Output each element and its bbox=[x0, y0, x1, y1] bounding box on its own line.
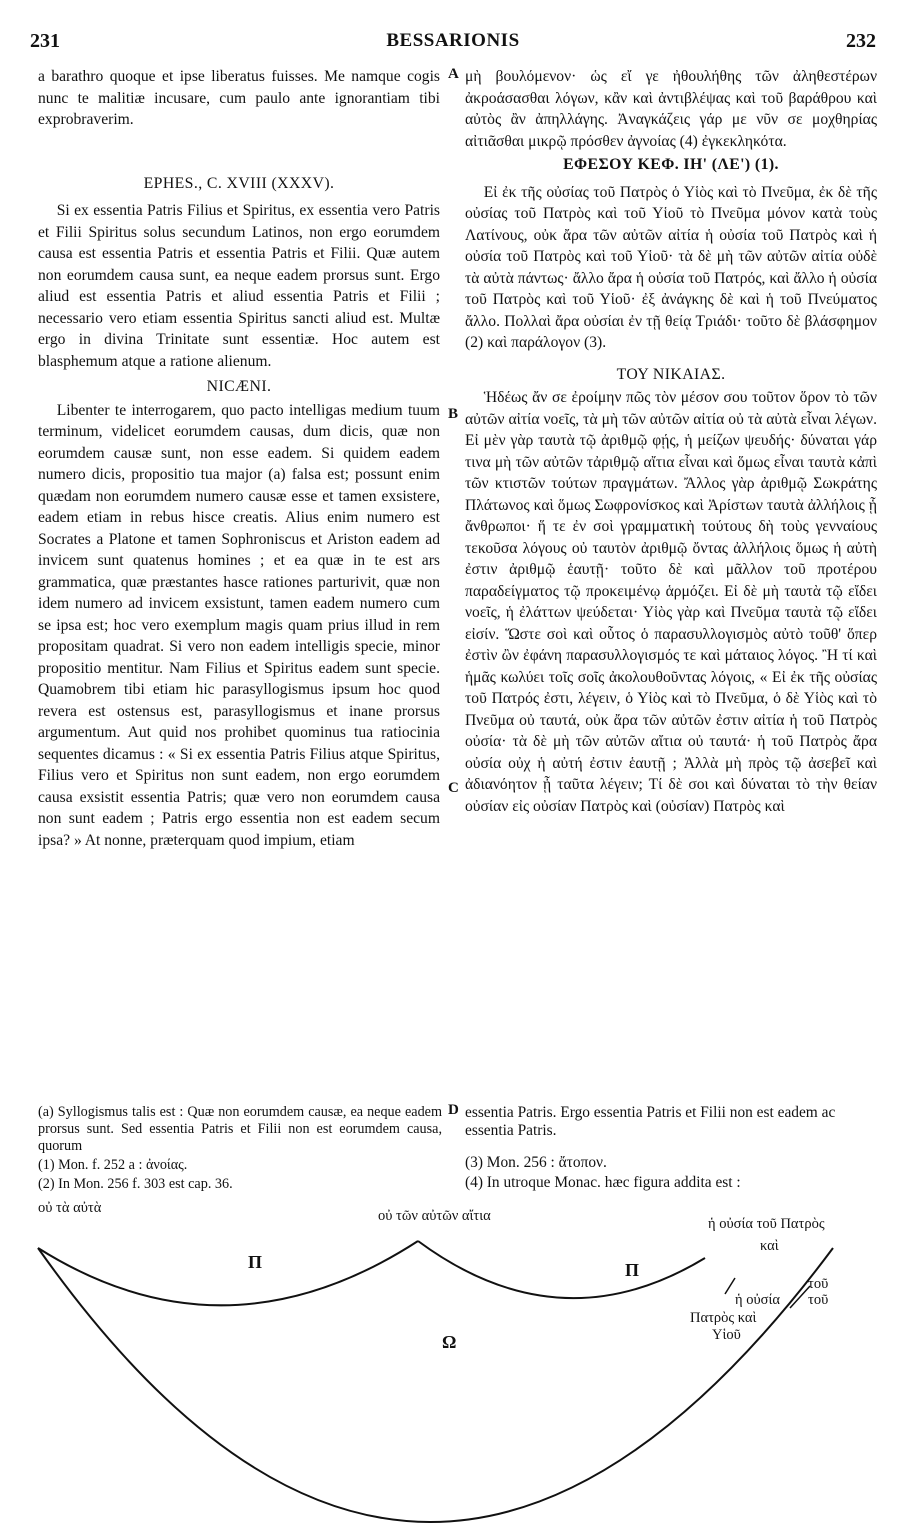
figure-label-son: Υἱοῦ bbox=[712, 1327, 741, 1343]
margin-marker-a: A bbox=[448, 66, 459, 82]
footnote-4: (4) In utroque Monac. hæc figura addita est : bbox=[465, 1174, 741, 1191]
footnote-3: (3) Mon. 256 : ἄτοπον. bbox=[465, 1154, 607, 1171]
footnote-a: (a) Syllogismus talis est : Quæ non eorumdem causæ, ea neque eadem prorsus sunt. Sed essentia Patris et Filii non est eorumdem causa, quorum bbox=[38, 1104, 442, 1154]
left-arc bbox=[38, 1241, 418, 1305]
figure-label-not-same-causes: οὐ τῶν αὐτῶν αἴτια bbox=[378, 1208, 491, 1224]
margin-marker-b: B bbox=[448, 406, 459, 422]
footnote-1: (1) Mon. f. 252 a : ἀνοίας. bbox=[38, 1157, 188, 1173]
greek-paragraph-2: Εἰ ἐκ τῆς οὐσίας τοῦ Πατρὸς ὁ Υἱὸς καὶ τὸ Πνεῦμα, ἐκ δὲ τῆς οὐσίας τοῦ Πατρὸς καὶ τοῦ Υἱοῦ τὸ Πνεῦμα μόνον κατὰ τοὺς Λατίνους, οὐκ ἄρα τῶν αὐτῶν αἰτία ἡ οὐσία τοῦ Πατρὸς καὶ ἡ οὐσία τοῦ Πατρὸς καὶ τοῦ Υἱοῦ· τὰ δὲ μὴ τῶν αὐτῶν αἰτία οὐδὲ τὰ αὐτὰ πάντως· ἄλλο ἄρα ἡ οὐσία τοῦ Πατρός, καὶ ἄλλο ἡ οὐσία τοῦ Πατρὸς καὶ τοῦ Υἱοῦ· ἐξ ἀνάγκης δὲ καὶ ἡ τοῦ Πνεύματος ἄλλο. Πολλαὶ ἄρα οὐσίαι ἐν τῇ θείᾳ Τριάδι· τοῦτο δὲ βλάσφημον (2) καὶ παράλογον (3). bbox=[465, 183, 877, 351]
footnote-a-continued: essentia Patris. Ergo essentia Patris et Filii non est eadem ac essentia Patris. bbox=[465, 1104, 836, 1139]
greek-paragraph-3: Ἡδέως ἄν σε ἐροίμην πῶς τὸν μέσον σου τοῦτον ὅρον τὸ τῶν αὐτῶν αἰτία νοεῖς, τὰ μὴ τῶν αὐτῶν αἰτία οὐ τὰ αὐτὰ εἶναι λέγων. Εἰ μὲν γὰρ ταυτὰ τῷ ἀριθμῷ φῄς, ἡ μείζων ψευδής· δύναται γάρ τινα μὴ τῶν αὐτῶν τἀριθμῷ αἴτια εἶναι καὶ ὅμως εἶναι ταυτὰ κἀπὶ τῶν κτιστῶν τούτων πραγμάτων. Ἄλλος γὰρ ἀριθμῷ Σωκράτης Πλάτωνος καὶ ὅμως Σωφρονίσκος καὶ Ἀρίστων ταυτὰ ἀλλήλοις ᾗ ἄνθρωποι· ἥ τε ἐν σοὶ γραμματικὴ τούτους δὴ τοὺς γενναίους τεκοῦσα λόγους οὐ ταυτὸν ἀριθμῷ ὄντας ἀλλήλοις ὅμως ἡ αὐτὴ ἐστιν ἀριθμῷ ἑαυτῇ· τοῦτο δὲ καὶ μᾶλλον τοῦ προτέρου παραδείγματος τῷ προκειμένῳ ἁρμόζει. Εἰ δὲ μὴ ταυτὰ τῷ εἴδει νοεῖς, ἡ ἐλάττων ψεύδεται· Υἱὸς γὰρ καὶ Πνεῦμα ταυτὰ τῷ εἴδει εἰσίν. Ὥστε σοὶ καὶ οὗτος ὁ παρασυλλογισμὸς αὐτὸ τοῦθ' ὅπερ ἐστὶν ὢν ἐφάνη παρασυλλογισμός τε καὶ μάταιος λόγος. Ἢ τί καὶ ἡμᾶς κωλύει τοῖς σοῖς ἀκολουθοῦντας λόγοις, « Εἰ ἐκ τῆς οὐσίας τοῦ Πατρός ἐστι, λέγειν, ὁ Υἱὸς καὶ τὸ Πνεῦμα, ὁ δὲ Υἱὸς καὶ τὸ Πνεῦμα οὐ ταυτά, οὐκ ἄρα τῶν αὐτῶν ἐστιν αἰτία ἡ τοῦ Πατρὸς οὐσία· τὰ δὲ μὴ τῶν αὐτῶν αἴτια οὐ ταυτά· ἡ τοῦ Πατρὸς ἄρα οὐσία οὐχ ἡ αὐτή ἐστιν ἑαυτῇ ; Ἀλλὰ μὴ πρὸς τῷ ἀσεβεῖ καὶ ἀδιανόητον ᾖ ταῦτα λέγειν; Τί δὲ σοι καὶ δύναται τὸ τὴν θείαν οὐσίαν εἰς οὐσίαν Πατρὸς καὶ (οὐσίαν) Πατρὸς καὶ bbox=[465, 389, 877, 815]
footnotes-left bbox=[38, 1104, 442, 1193]
greek-heading-nikaias: ΤΟΥ ΝΙΚΑΙΑΣ. bbox=[616, 365, 726, 383]
latin-heading-nicaeni: NICÆNI. bbox=[206, 378, 272, 395]
figure-label-and: καὶ bbox=[760, 1238, 779, 1254]
figure-label-essence-father: ἡ οὐσία τοῦ Πατρὸς bbox=[708, 1216, 825, 1232]
latin-column bbox=[38, 66, 440, 851]
divider-stroke-1 bbox=[725, 1278, 735, 1294]
figure-label-essence: ἡ οὐσία bbox=[735, 1292, 780, 1308]
figure-letter-omega: Ω bbox=[442, 1332, 457, 1352]
figure-label-tou-2: τοῦ bbox=[808, 1292, 829, 1308]
latin-paragraph-2: Si ex essentia Patris Filius et Spiritus, ex essentia vero Patris et Filii Spiritus solus secundum Latinos, non ergo eorumdem causa est essentia Patris et essentia Patris et Filii. Quæ autem non eorumdem causa sunt, ea neque eadem prorsus sunt. Ergo aliud est essentia Patris et aliud essentia Patris et Filii ; necessario vero etiam essentia Spiritus sancti aliud est. Multæ ergo in divina Trinitate sunt essentiæ. Hoc autem est blasphemum atque a ratione alienum. bbox=[38, 202, 440, 370]
footnote-2: (2) In Mon. 256 f. 303 est cap. 36. bbox=[38, 1176, 233, 1192]
page-number-left: 231 bbox=[30, 30, 60, 52]
figure-label-tou-1: τοῦ bbox=[808, 1276, 829, 1292]
outer-arc bbox=[38, 1248, 833, 1522]
figure-letter-pi-right: Π bbox=[625, 1260, 640, 1280]
running-header bbox=[30, 30, 876, 60]
page-number-right: 232 bbox=[846, 30, 876, 52]
footnotes-right bbox=[465, 1104, 877, 1192]
margin-marker-d: D bbox=[448, 1102, 459, 1118]
figure-label-not-same: οὐ τὰ αὐτὰ bbox=[38, 1200, 102, 1216]
figure-letter-pi-left: Π bbox=[248, 1252, 263, 1272]
latin-paragraph-3: Libenter te interrogarem, quo pacto intelligas medium tuum terminum, videlicet eorumdem causas, dum dicis, quæ non eorumdem causæ sunt, non esse eadem. Si quidem eadem numero dicis, propositio tua major (a) falsa est; possunt enim quædam non eorumdem numero causæ esse et tamen exsistere, eadem etiam in rebus hisce creatis. Alius enim numero est Socrates a Platone et tamen Sophroniscus et Ariston eadem ad invicem sunt quatenus homines ; et ea quæ in te est ars grammatica, quæ præstantes hasce rationes parturivit, quæ non idem numero ad invicem exsistunt, tamen eadem numero cum se ipsa est; hoc vero exemplum magis quam prius illud in rem propositam quadrat. Si vero non eadem intelligis specie, minor propositio mentitur. Nam Filius et Spiritus eadem sunt specie. Quamobrem tibi etiam hic parasyllogismus ipsum hoc quod revera est ostensus est, parasyllogismus et inane prorsus argumentum. Aut quid nos prohibet quominus tua ratiocinia sequentes dicamus : « Si ex essentia Patris Filius atque Spiritus, Filius vero et Spiritus non sunt eadem, non ergo eorumdem causa exsistit essentia Patris; quæ vero non eorumdem causa non sunt eadem ; Patris ergo essentia non est eadem secum ipsa? » At nonne, præterquam quod impium, etiam bbox=[38, 401, 440, 849]
margin-marker-c: C bbox=[448, 780, 459, 796]
figure-label-father-and: Πατρὸς καὶ bbox=[690, 1310, 757, 1326]
greek-paragraph-1: μὴ βουλόμενον· ὡς εἴ γε ἠθουλήθης τῶν ἀληθεστέρων ἀκροάσασθαι λόγων, κἂν καὶ ἀντιβλέψας καὶ τοῦ βαράθρου καὶ αὐτὸς ἂν ἀπηλλάγης. Ἀναγκάζεις γάρ με νῦν σε μοχθηρίας αἰτιᾶσθαι μικρῷ πρόσθεν ἀγνοίας (4) ἐγκεκληκότα. bbox=[465, 68, 877, 150]
syllogism-figure bbox=[0, 1196, 901, 1540]
running-head-title: BESSARIONIS bbox=[386, 30, 520, 51]
greek-heading-ephesou: ΕΦΕΣΟΥ ΚΕΦ. ΙΗ' (ΛΕ') (1). bbox=[563, 156, 779, 173]
greek-column bbox=[465, 66, 877, 817]
latin-paragraph-1: a barathro quoque et ipse liberatus fuisses. Me namque cogis nunc te malitiæ incusare, cum paulo ante ignorantiam tibi exprobraverim. bbox=[38, 68, 440, 128]
right-arc bbox=[418, 1241, 705, 1298]
latin-heading-ephes: EPHES., C. XVIII (XXXV). bbox=[143, 174, 335, 192]
